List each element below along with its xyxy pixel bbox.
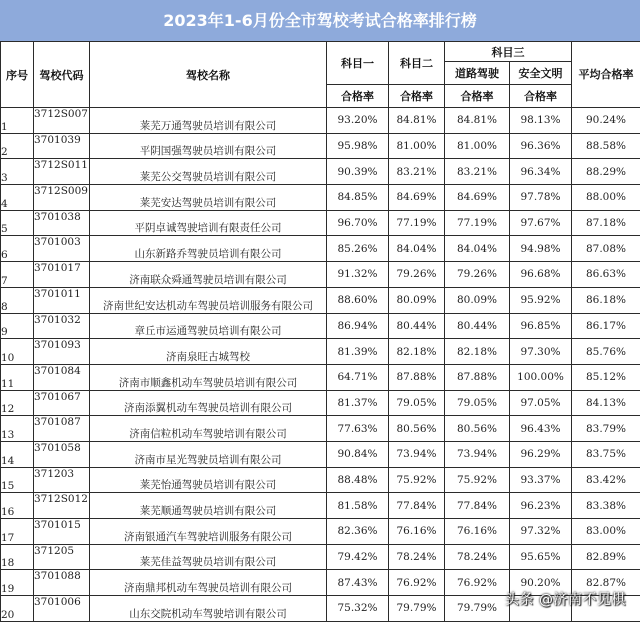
row-subject1-rate: 81.58% xyxy=(327,493,389,519)
row-average-rate: 83.79% xyxy=(572,416,640,442)
row-average-rate: 82.89% xyxy=(572,544,640,570)
row-school-name: 平阴国强驾驶员培训有限公司 xyxy=(90,133,327,159)
row-average-rate: 88.29% xyxy=(572,159,640,185)
row-subject1-rate: 96.70% xyxy=(327,210,389,236)
row-school-code: 3701015 xyxy=(34,519,90,545)
header-index: 序号 xyxy=(1,42,34,108)
row-subject2-rate: 75.92% xyxy=(389,467,445,493)
row-average-rate: 83.75% xyxy=(572,441,640,467)
row-subject1-rate: 95.98% xyxy=(327,133,389,159)
row-school-name: 山东新路乔驾驶员培训有限公司 xyxy=(90,236,327,262)
row-school-name: 济南市星光驾驶员培训有限公司 xyxy=(90,441,327,467)
table-row xyxy=(1,210,640,236)
header-subject3: 科目三 xyxy=(445,42,572,62)
row-subject2-rate: 73.94% xyxy=(389,441,445,467)
row-school-name: 莱芜顺通驾驶员培训有限公司 xyxy=(90,493,327,519)
row-average-rate: 86.18% xyxy=(572,287,640,313)
table-row xyxy=(1,133,640,159)
row-road-rate: 84.81% xyxy=(445,108,510,134)
row-safe-rate: 97.30% xyxy=(510,339,572,365)
table-row xyxy=(1,339,640,365)
row-subject2-rate: 78.24% xyxy=(389,544,445,570)
row-school-name: 莱芜佳益驾驶员培训有限公司 xyxy=(90,544,327,570)
ranking-table xyxy=(0,41,640,622)
row-school-code: 3701058 xyxy=(34,441,90,467)
row-index: 17 xyxy=(1,519,34,545)
table-row xyxy=(1,467,640,493)
row-subject1-rate: 79.42% xyxy=(327,544,389,570)
header-subject1: 科目一 xyxy=(327,42,389,85)
row-subject1-rate: 86.94% xyxy=(327,313,389,339)
row-index: 8 xyxy=(1,287,34,313)
row-subject1-rate: 77.63% xyxy=(327,416,389,442)
row-school-name: 莱芜安达驾驶员培训有限公司 xyxy=(90,185,327,211)
row-average-rate: 87.18% xyxy=(572,210,640,236)
row-index: 7 xyxy=(1,262,34,288)
table-row xyxy=(1,441,640,467)
header-pass-rate-s1: 合格率 xyxy=(327,85,389,108)
row-safe-rate: 90.20% xyxy=(510,570,572,596)
header-safe: 安全文明 xyxy=(510,62,572,85)
row-safe-rate: 95.65% xyxy=(510,544,572,570)
row-school-code: 3712S009 xyxy=(34,185,90,211)
row-subject2-rate: 87.88% xyxy=(389,364,445,390)
row-school-name: 济南信粒机动车驾驶培训有限公司 xyxy=(90,416,327,442)
row-road-rate: 78.24% xyxy=(445,544,510,570)
row-road-rate: 80.44% xyxy=(445,313,510,339)
row-average-rate: 87.08% xyxy=(572,236,640,262)
row-average-rate: 85.12% xyxy=(572,364,640,390)
header-subject2: 科目二 xyxy=(389,42,445,85)
row-school-code: 3712S011 xyxy=(34,159,90,185)
table-row xyxy=(1,262,640,288)
row-average-rate: 83.42% xyxy=(572,467,640,493)
row-index: 9 xyxy=(1,313,34,339)
row-subject2-rate: 84.81% xyxy=(389,108,445,134)
table-row xyxy=(1,313,640,339)
row-average-rate: 90.24% xyxy=(572,108,640,134)
row-safe-rate: 96.34% xyxy=(510,159,572,185)
table-row xyxy=(1,493,640,519)
row-subject2-rate: 79.79% xyxy=(389,596,445,622)
row-subject1-rate: 90.39% xyxy=(327,159,389,185)
row-average-rate: 83.00% xyxy=(572,519,640,545)
row-road-rate: 77.19% xyxy=(445,210,510,236)
row-subject1-rate: 81.39% xyxy=(327,339,389,365)
row-school-code: 371205 xyxy=(34,544,90,570)
table-row xyxy=(1,236,640,262)
row-school-name: 平阴卓诚驾驶培训有限责任公司 xyxy=(90,210,327,236)
row-school-code: 3712S007 xyxy=(34,108,90,134)
row-safe-rate: 97.67% xyxy=(510,210,572,236)
row-road-rate: 82.18% xyxy=(445,339,510,365)
row-road-rate: 73.94% xyxy=(445,441,510,467)
row-safe-rate: 97.32% xyxy=(510,519,572,545)
row-school-name: 莱芜万通驾驶员培训有限公司 xyxy=(90,108,327,134)
row-safe-rate: 94.98% xyxy=(510,236,572,262)
row-subject2-rate: 77.84% xyxy=(389,493,445,519)
row-subject1-rate: 81.37% xyxy=(327,390,389,416)
row-subject2-rate: 84.04% xyxy=(389,236,445,262)
row-road-rate: 76.92% xyxy=(445,570,510,596)
row-subject2-rate: 76.16% xyxy=(389,519,445,545)
row-road-rate: 76.16% xyxy=(445,519,510,545)
table-row xyxy=(1,185,640,211)
row-safe-rate: 97.78% xyxy=(510,185,572,211)
row-subject1-rate: 93.20% xyxy=(327,108,389,134)
row-safe-rate: 96.85% xyxy=(510,313,572,339)
row-school-code: 3701003 xyxy=(34,236,90,262)
row-school-code: 3701084 xyxy=(34,364,90,390)
table-row xyxy=(1,159,640,185)
row-subject2-rate: 80.56% xyxy=(389,416,445,442)
row-school-name: 莱芜公交驾驶员培训有限公司 xyxy=(90,159,327,185)
row-road-rate: 84.69% xyxy=(445,185,510,211)
table-row xyxy=(1,519,640,545)
row-school-name: 济南泉旺古城驾校 xyxy=(90,339,327,365)
row-road-rate: 80.09% xyxy=(445,287,510,313)
table-row xyxy=(1,416,640,442)
row-subject2-rate: 79.05% xyxy=(389,390,445,416)
row-school-code: 3701093 xyxy=(34,339,90,365)
row-safe-rate: 93.37% xyxy=(510,467,572,493)
row-index: 10 xyxy=(1,339,34,365)
row-school-code: 3701067 xyxy=(34,390,90,416)
row-subject1-rate: 88.60% xyxy=(327,287,389,313)
table-row xyxy=(1,287,640,313)
row-school-code: 3701087 xyxy=(34,416,90,442)
row-average-rate: 88.00% xyxy=(572,185,640,211)
row-school-code: 3701088 xyxy=(34,570,90,596)
page-title: 2023年1-6月份全市驾校考试合格率排行榜 xyxy=(0,0,640,41)
row-index: 4 xyxy=(1,185,34,211)
row-index: 14 xyxy=(1,441,34,467)
row-index: 18 xyxy=(1,544,34,570)
row-subject1-rate: 64.71% xyxy=(327,364,389,390)
row-safe-rate: 95.92% xyxy=(510,287,572,313)
row-subject1-rate: 85.26% xyxy=(327,236,389,262)
row-subject2-rate: 80.44% xyxy=(389,313,445,339)
header-road: 道路驾驶 xyxy=(445,62,510,85)
watermark: 头条 @济南不见棋 xyxy=(505,589,626,609)
row-average-rate: 82.87% xyxy=(572,570,640,596)
row-subject1-rate: 84.85% xyxy=(327,185,389,211)
row-school-code: 3701038 xyxy=(34,210,90,236)
row-school-name: 章丘市运通驾驶员培训有限公司 xyxy=(90,313,327,339)
row-road-rate: 83.21% xyxy=(445,159,510,185)
row-subject1-rate: 88.48% xyxy=(327,467,389,493)
row-subject2-rate: 76.92% xyxy=(389,570,445,596)
row-safe-rate: 97.05% xyxy=(510,390,572,416)
row-school-name: 山东交院机动车驾驶培训有限公司 xyxy=(90,596,327,622)
table-row xyxy=(1,108,640,134)
row-school-name: 济南鼎邦机动车驾驶员培训有限公司 xyxy=(90,570,327,596)
row-safe-rate: 98.13% xyxy=(510,108,572,134)
header-pass-rate-safe: 合格率 xyxy=(510,85,572,108)
row-subject1-rate: 75.32% xyxy=(327,596,389,622)
row-subject2-rate: 80.09% xyxy=(389,287,445,313)
row-road-rate: 79.79% xyxy=(445,596,510,622)
row-school-name: 济南银通汽车驾驶培训服务有限公司 xyxy=(90,519,327,545)
row-road-rate: 80.56% xyxy=(445,416,510,442)
row-safe-rate: 100.00% xyxy=(510,364,572,390)
row-safe-rate: 96.29% xyxy=(510,441,572,467)
row-road-rate: 79.05% xyxy=(445,390,510,416)
row-school-code: 3712S012 xyxy=(34,493,90,519)
row-average-rate: 83.38% xyxy=(572,493,640,519)
row-index: 12 xyxy=(1,390,34,416)
row-index: 13 xyxy=(1,416,34,442)
row-index: 5 xyxy=(1,210,34,236)
row-safe-rate: 96.68% xyxy=(510,262,572,288)
row-subject2-rate: 83.21% xyxy=(389,159,445,185)
table-row xyxy=(1,544,640,570)
row-road-rate: 84.04% xyxy=(445,236,510,262)
header-pass-rate-road: 合格率 xyxy=(445,85,510,108)
row-school-code: 3701032 xyxy=(34,313,90,339)
row-subject2-rate: 79.26% xyxy=(389,262,445,288)
row-school-code: 3701017 xyxy=(34,262,90,288)
row-school-code: 371203 xyxy=(34,467,90,493)
row-index: 6 xyxy=(1,236,34,262)
row-school-code: 3701011 xyxy=(34,287,90,313)
row-school-name: 济南市顺鑫机动车驾驶员培训有限公司 xyxy=(90,364,327,390)
row-subject1-rate: 82.36% xyxy=(327,519,389,545)
row-school-name: 济南添翼机动车驾驶员培训有限公司 xyxy=(90,390,327,416)
row-road-rate: 87.88% xyxy=(445,364,510,390)
row-subject2-rate: 84.69% xyxy=(389,185,445,211)
row-index: 16 xyxy=(1,493,34,519)
row-subject2-rate: 81.00% xyxy=(389,133,445,159)
row-school-code: 3701039 xyxy=(34,133,90,159)
row-average-rate: 86.63% xyxy=(572,262,640,288)
row-road-rate: 79.26% xyxy=(445,262,510,288)
row-subject1-rate: 91.32% xyxy=(327,262,389,288)
row-school-name: 莱芜怡通驾驶员培训有限公司 xyxy=(90,467,327,493)
header-pass-rate-s2: 合格率 xyxy=(389,85,445,108)
row-subject1-rate: 90.84% xyxy=(327,441,389,467)
row-average-rate: 86.17% xyxy=(572,313,640,339)
row-index: 11 xyxy=(1,364,34,390)
header-code: 驾校代码 xyxy=(34,42,90,108)
row-road-rate: 77.84% xyxy=(445,493,510,519)
table-row xyxy=(1,390,640,416)
row-subject2-rate: 82.18% xyxy=(389,339,445,365)
row-index: 1 xyxy=(1,108,34,134)
row-school-name: 济南世纪安达机动车驾驶员培训服务有限公司 xyxy=(90,287,327,313)
row-index: 2 xyxy=(1,133,34,159)
row-school-code: 3701006 xyxy=(34,596,90,622)
row-safe-rate: 96.23% xyxy=(510,493,572,519)
table-row xyxy=(1,364,640,390)
row-average-rate: 85.76% xyxy=(572,339,640,365)
row-index: 15 xyxy=(1,467,34,493)
row-index: 19 xyxy=(1,570,34,596)
row-road-rate: 75.92% xyxy=(445,467,510,493)
row-school-name: 济南联众舜通驾驶员培训有限公司 xyxy=(90,262,327,288)
row-index: 20 xyxy=(1,596,34,622)
row-road-rate: 81.00% xyxy=(445,133,510,159)
row-average-rate: 88.58% xyxy=(572,133,640,159)
row-safe-rate: 96.43% xyxy=(510,416,572,442)
row-average-rate: 84.13% xyxy=(572,390,640,416)
row-subject2-rate: 77.19% xyxy=(389,210,445,236)
row-safe-rate: 96.36% xyxy=(510,133,572,159)
row-subject1-rate: 87.43% xyxy=(327,570,389,596)
row-index: 3 xyxy=(1,159,34,185)
header-name: 驾校名称 xyxy=(90,42,327,108)
header-average: 平均合格率 xyxy=(572,42,640,108)
